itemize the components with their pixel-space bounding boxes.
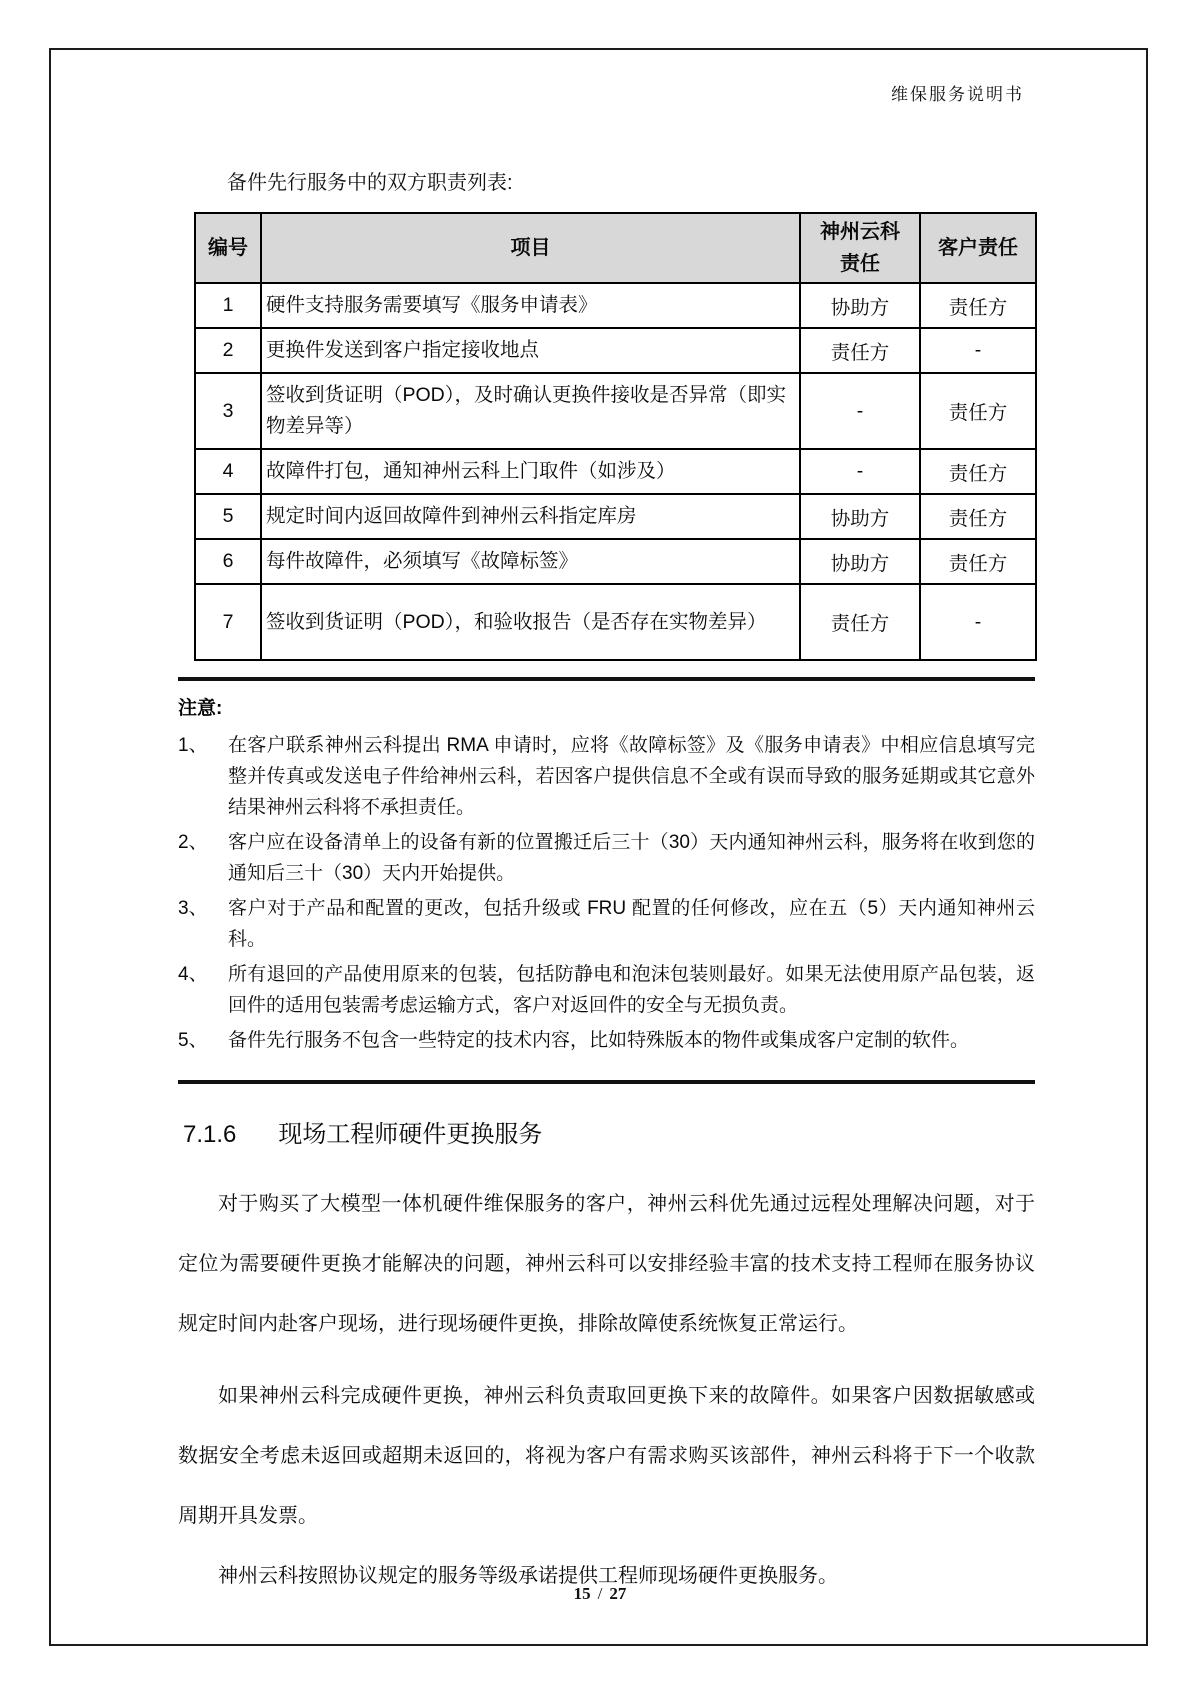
table-row (195, 328, 1036, 373)
cell-item: 签收到货证明（POD），和验收报告（是否存在实物差异） (261, 584, 800, 660)
note-item (178, 1025, 1035, 1056)
note-number: 2、 (178, 832, 208, 853)
body-paragraph: 如果神州云科完成硬件更换，神州云科负责取回更换下来的故障件。如果客户因数据敏感或数据安全考虑未返回或超期未返回的，将视为客户有需求购买该部件，神州云科将于下一个收款周期开具发票。 (178, 1385, 1035, 1527)
table-header-row (195, 213, 1036, 283)
note-number: 5、 (178, 1030, 208, 1051)
footer-page-number: 15 (573, 1584, 591, 1603)
note-item (178, 893, 1035, 955)
document-header-title: 维保服务说明书 (891, 85, 1024, 104)
header-vendor-line2: 责任 (840, 253, 880, 275)
cell-customer: 责任方 (920, 539, 1036, 584)
cell-vendor: - (800, 449, 920, 494)
cell-customer: 责任方 (920, 283, 1036, 328)
table-row (195, 539, 1036, 584)
cell-vendor: - (800, 373, 920, 449)
cell-number: 5 (195, 494, 261, 539)
cell-customer: - (920, 328, 1036, 373)
table-row (195, 373, 1036, 449)
note-number: 4、 (178, 964, 208, 985)
cell-vendor: 责任方 (800, 328, 920, 373)
section-divider-rule (178, 677, 1035, 681)
note-text: 客户对于产品和配置的更改，包括升级或 FRU 配置的任何修改，应在五（5）天内通知神州云科。 (228, 898, 1035, 950)
footer-total-pages: 27 (609, 1584, 627, 1603)
cell-number: 7 (195, 584, 261, 660)
section-divider-rule (178, 1080, 1035, 1084)
page-content (178, 170, 1035, 1606)
cell-vendor: 协助方 (800, 283, 920, 328)
cell-number: 4 (195, 449, 261, 494)
cell-customer: 责任方 (920, 373, 1036, 449)
cell-vendor: 协助方 (800, 539, 920, 584)
cell-item: 故障件打包，通知神州云科上门取件（如涉及） (261, 449, 800, 494)
body-paragraph: 神州云科按照协议规定的服务等级承诺提供工程师现场硬件更换服务。 (218, 1565, 838, 1587)
note-number: 1、 (178, 735, 208, 756)
header-cell-vendor (800, 213, 920, 283)
header-cell-number: 编号 (195, 213, 261, 283)
note-number: 3、 (178, 898, 208, 919)
notes-label: 注意: (178, 698, 223, 719)
cell-vendor: 协助方 (800, 494, 920, 539)
cell-item: 签收到货证明（POD），及时确认更换件接收是否异常（即实物差异等） (261, 373, 800, 449)
note-item (178, 959, 1035, 1021)
cell-item: 每件故障件，必须填写《故障标签》 (261, 539, 800, 584)
cell-number: 2 (195, 328, 261, 373)
note-text: 客户应在设备清单上的设备有新的位置搬迁后三十（30）天内通知神州云科，服务将在收到您的通知后三十（30）天内开始提供。 (228, 832, 1035, 884)
note-item (178, 827, 1035, 889)
cell-vendor: 责任方 (800, 584, 920, 660)
header-cell-customer: 客户责任 (920, 213, 1036, 283)
header-vendor-line1: 神州云科 (820, 221, 900, 243)
section-heading (183, 1120, 1035, 1150)
cell-customer: - (920, 584, 1036, 660)
table-row (195, 494, 1036, 539)
note-text: 所有退回的产品使用原来的包装，包括防静电和泡沫包装则最好。如果无法使用原产品包装，返回件的适用包装需考虑运输方式，客户对返回件的安全与无损负责。 (228, 964, 1035, 1016)
header-cell-item: 项目 (261, 213, 800, 283)
cell-item: 更换件发送到客户指定接收地点 (261, 328, 800, 373)
cell-customer: 责任方 (920, 494, 1036, 539)
section-number: 7.1.6 (183, 1121, 237, 1148)
cell-customer: 责任方 (920, 449, 1036, 494)
note-text: 备件先行服务不包含一些特定的技术内容，比如特殊版本的物件或集成客户定制的软件。 (228, 1030, 970, 1051)
table-intro-text: 备件先行服务中的双方职责列表: (227, 172, 513, 194)
cell-item: 规定时间内返回故障件到神州云科指定库房 (261, 494, 800, 539)
table-row (195, 584, 1036, 660)
responsibility-table (194, 212, 1037, 661)
cell-number: 6 (195, 539, 261, 584)
table-row (195, 449, 1036, 494)
cell-number: 3 (195, 373, 261, 449)
note-item (178, 730, 1035, 823)
footer-separator: / (597, 1584, 603, 1603)
cell-number: 1 (195, 283, 261, 328)
notes-list (178, 730, 1035, 1056)
note-text: 在客户联系神州云科提出 RMA 申请时，应将《故障标签》及《服务申请表》中相应信息填写完整并传真或发送电子件给神州云科，若因客户提供信息不全或有误而导致的服务延期或其它意外结果神州云科将不承担责任。 (228, 735, 1035, 818)
table-row (195, 283, 1036, 328)
section-title: 现场工程师硬件更换服务 (278, 1121, 543, 1148)
page-footer (0, 1584, 1200, 1604)
cell-item: 硬件支持服务需要填写《服务申请表》 (261, 283, 800, 328)
body-paragraph: 对于购买了大模型一体机硬件维保服务的客户，神州云科优先通过远程处理解决问题，对于定位为需要硬件更换才能解决的问题，神州云科可以安排经验丰富的技术支持工程师在服务协议规定时间内赴客户现场，进行现场硬件更换，排除故障使系统恢复正常运行。 (178, 1193, 1035, 1335)
